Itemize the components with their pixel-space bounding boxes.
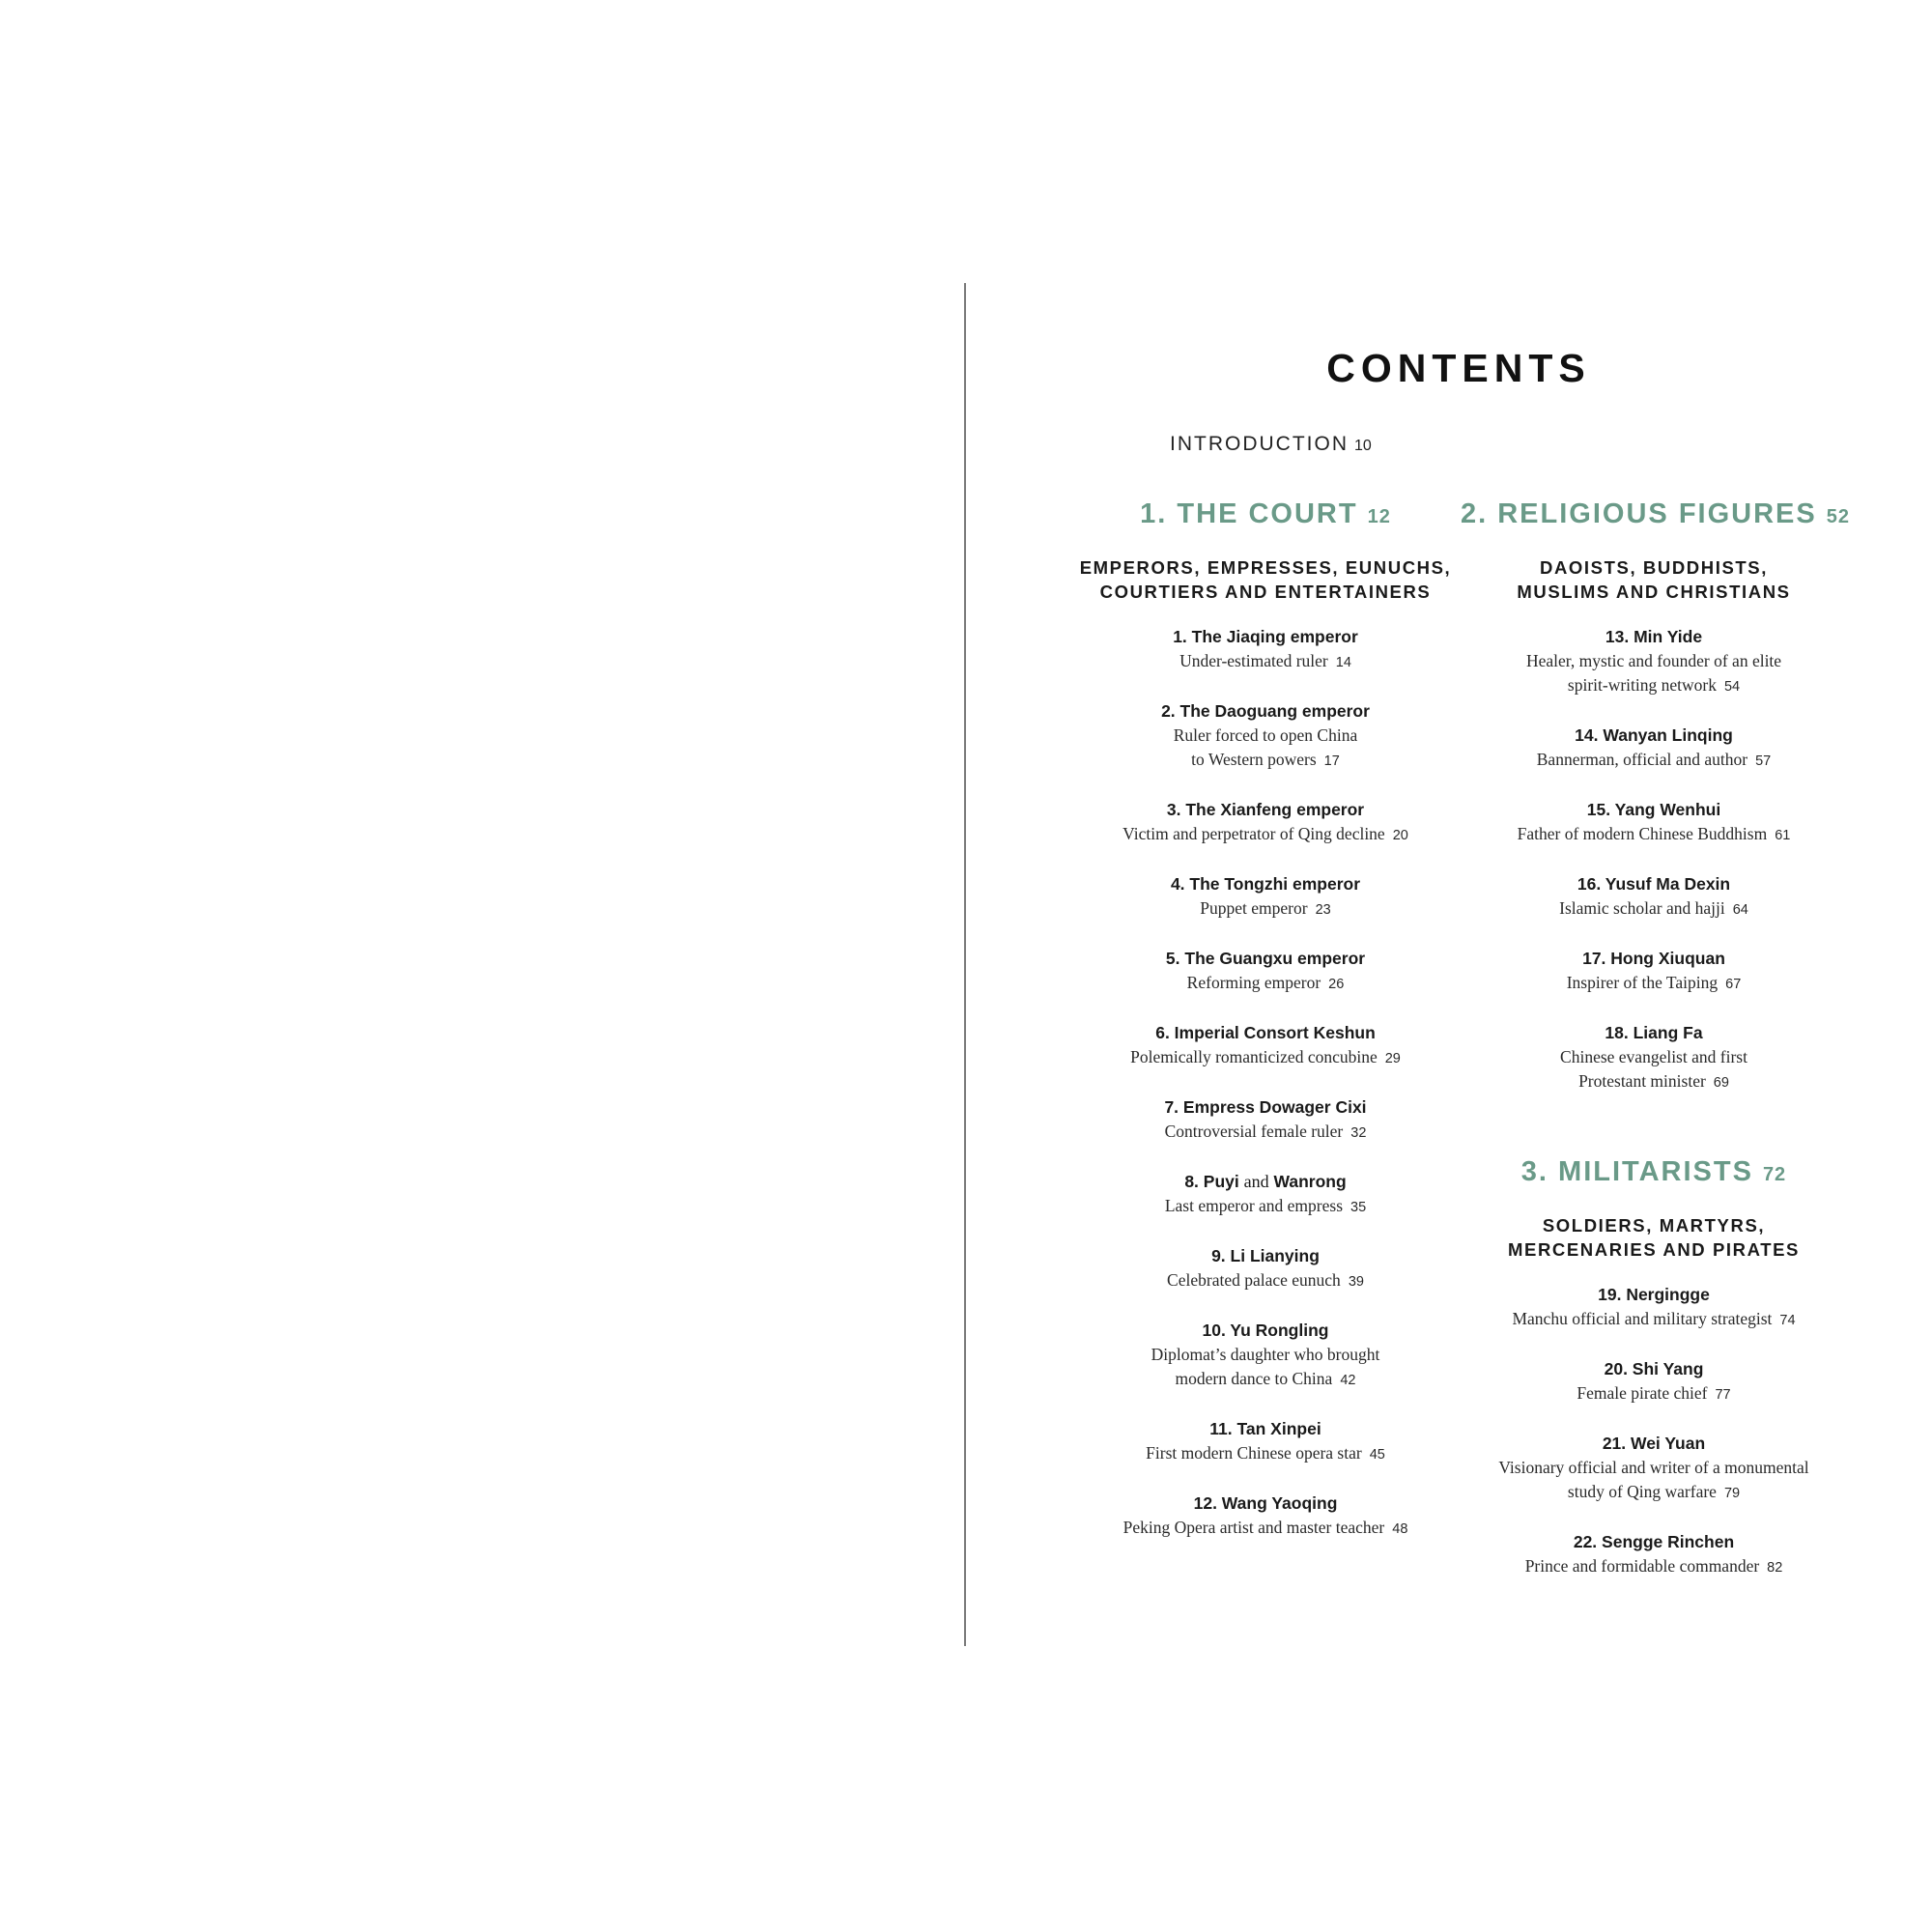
- entry-description: Bannerman, official and author 57: [1536, 750, 1772, 769]
- section-title: 1. THE COURT: [1140, 498, 1358, 529]
- entry-description: Father of modern Chinese Buddhism 61: [1517, 824, 1791, 843]
- toc-entry[interactable]: [1461, 947, 1847, 997]
- entry-page-number: 64: [1732, 902, 1748, 918]
- entry-page-number: 45: [1369, 1447, 1385, 1463]
- entry-description: Female pirate chief 77: [1577, 1383, 1731, 1403]
- entry-description: First modern Chinese opera star 45: [1146, 1443, 1385, 1463]
- entry-description: Islamic scholar and hajji 64: [1559, 898, 1748, 918]
- section-title: 2. RELIGIOUS FIGURES: [1461, 498, 1817, 529]
- section-page-number: 72: [1762, 1164, 1787, 1185]
- entry-page-number: 35: [1350, 1200, 1367, 1215]
- entry-title: 18. Liang Fa: [1605, 1023, 1703, 1042]
- entry-page-number: 57: [1755, 753, 1772, 769]
- entry-title: 6. Imperial Consort Keshun: [1155, 1023, 1376, 1042]
- entry-title: 20. Shi Yang: [1604, 1359, 1704, 1378]
- subtitle-line: MERCENARIES AND PIRATES: [1508, 1239, 1800, 1260]
- subtitle-line: DAOISTS, BUDDHISTS,: [1540, 557, 1768, 578]
- entry-description: Reforming emperor 26: [1186, 973, 1345, 992]
- toc-entry[interactable]: [1072, 872, 1459, 923]
- entry-page-number: 42: [1340, 1373, 1356, 1388]
- entry-page-number: 77: [1715, 1387, 1731, 1403]
- entry-description: Ruler forced to open China to Western powers 17: [1173, 725, 1358, 769]
- toc-entry[interactable]: [1461, 724, 1847, 774]
- entry-title: 19. Nergingge: [1598, 1285, 1710, 1304]
- entry-page-number: 54: [1723, 679, 1741, 695]
- entry-description: Puppet emperor 23: [1200, 898, 1331, 918]
- entry-page-number: 79: [1723, 1486, 1741, 1501]
- section-subtitle: [1072, 555, 1459, 604]
- toc-entry[interactable]: [1461, 1021, 1847, 1095]
- entry-description: Peking Opera artist and master teacher 48: [1122, 1518, 1408, 1537]
- toc-entry[interactable]: [1072, 699, 1459, 774]
- entry-description: Inspirer of the Taiping 67: [1566, 973, 1742, 992]
- entry-page-number: 26: [1328, 977, 1345, 992]
- entry-page-number: 74: [1779, 1313, 1796, 1328]
- toc-entry[interactable]: [1072, 1170, 1459, 1220]
- entry-page-number: 17: [1323, 753, 1340, 769]
- entry-title: 16. Yusuf Ma Dexin: [1577, 874, 1731, 894]
- entry-title: 5. The Guangxu emperor: [1165, 949, 1366, 968]
- toc-entry[interactable]: [1072, 625, 1459, 675]
- entry-title: 15. Yang Wenhui: [1586, 800, 1721, 819]
- entry-page-number: 32: [1350, 1125, 1367, 1141]
- entry-page-number: 23: [1315, 902, 1331, 918]
- entry-title: 22. Sengge Rinchen: [1573, 1532, 1735, 1551]
- entry-title: 8. Puyi and Wanrong: [1184, 1172, 1347, 1191]
- subtitle-line: SOLDIERS, MARTYRS,: [1542, 1215, 1766, 1236]
- section-page-number: 52: [1826, 506, 1850, 527]
- entry-description: Victim and perpetrator of Qing decline 20: [1122, 824, 1408, 843]
- entry-description: Under-estimated ruler 14: [1179, 651, 1351, 670]
- toc-entry[interactable]: [1072, 947, 1459, 997]
- toc-entry[interactable]: [1461, 1530, 1847, 1580]
- toc-entry[interactable]: [1461, 1432, 1847, 1506]
- entry-description: Prince and formidable commander 82: [1524, 1556, 1783, 1576]
- entry-title: 12. Wang Yaoqing: [1193, 1493, 1338, 1513]
- toc-entry[interactable]: [1461, 1283, 1847, 1333]
- entry-title: 17. Hong Xiuquan: [1582, 949, 1725, 968]
- entry-description: Healer, mystic and founder of an elite spirit-writing network 54: [1525, 651, 1782, 695]
- section-page-number: 12: [1367, 506, 1391, 527]
- entry-description: Diplomat’s daughter who brought modern dance to China 42: [1151, 1345, 1380, 1388]
- toc-entry[interactable]: [1461, 1357, 1847, 1407]
- subtitle-line: COURTIERS AND ENTERTAINERS: [1099, 582, 1432, 602]
- entry-page-number: 61: [1775, 828, 1791, 843]
- toc-introduction[interactable]: [1170, 433, 1372, 456]
- toc-entry[interactable]: [1072, 1319, 1459, 1393]
- entry-title: 9. Li Lianying: [1211, 1246, 1320, 1265]
- entry-page-number: 48: [1392, 1521, 1408, 1537]
- entry-description: Polemically romanticized concubine 29: [1130, 1047, 1401, 1066]
- entry-description: Last emperor and empress 35: [1164, 1196, 1367, 1215]
- entry-title: 4. The Tongzhi emperor: [1170, 874, 1361, 894]
- toc-column-right: [1461, 495, 1850, 1605]
- entry-title: 1. The Jiaqing emperor: [1173, 627, 1358, 646]
- section-heading-court[interactable]: [1072, 495, 1459, 536]
- page-gutter-divider: [964, 283, 966, 1646]
- entry-title: 2. The Daoguang emperor: [1161, 701, 1370, 721]
- toc-entry[interactable]: [1072, 1417, 1459, 1467]
- entry-description: Controversial female ruler 32: [1164, 1122, 1367, 1141]
- toc-column-left: [1072, 495, 1459, 1566]
- section-title: 3. MILITARISTS: [1520, 1156, 1753, 1187]
- entry-title: 21. Wei Yuan: [1602, 1434, 1706, 1453]
- entry-page-number: 69: [1713, 1075, 1729, 1091]
- toc-entry[interactable]: [1072, 1244, 1459, 1294]
- toc-entry[interactable]: [1072, 1095, 1459, 1146]
- section-subtitle: [1461, 555, 1847, 604]
- toc-entry[interactable]: [1072, 798, 1459, 848]
- entry-title: 7. Empress Dowager Cixi: [1164, 1097, 1367, 1117]
- page-title: CONTENTS: [1326, 346, 1591, 390]
- entry-description: Chinese evangelist and first Protestant minister 69: [1560, 1047, 1747, 1091]
- toc-entry[interactable]: [1072, 1021, 1459, 1071]
- section-spacer: [1461, 1120, 1847, 1152]
- subtitle-line: EMPERORS, EMPRESSES, EUNUCHS,: [1079, 557, 1452, 578]
- entry-page-number: 29: [1384, 1051, 1401, 1066]
- entry-title: 3. The Xianfeng emperor: [1166, 800, 1365, 819]
- entry-page-number: 82: [1767, 1560, 1783, 1576]
- toc-entry[interactable]: [1461, 625, 1847, 699]
- section-heading-militarists[interactable]: [1461, 1152, 1847, 1194]
- entry-page-number: 67: [1725, 977, 1742, 992]
- section-heading-religious-figures[interactable]: [1461, 495, 1850, 536]
- entry-page-number: 14: [1335, 655, 1351, 670]
- toc-entry[interactable]: [1461, 872, 1847, 923]
- entry-title: 11. Tan Xinpei: [1209, 1419, 1321, 1438]
- subtitle-line: MUSLIMS AND CHRISTIANS: [1517, 582, 1791, 602]
- entry-title: 14. Wanyan Linqing: [1575, 725, 1733, 745]
- entry-description: Manchu official and military strategist 74: [1512, 1309, 1796, 1328]
- introduction-label: INTRODUCTION: [1170, 433, 1349, 455]
- toc-entry[interactable]: [1461, 798, 1847, 848]
- entry-title: 10. Yu Rongling: [1202, 1321, 1329, 1340]
- entry-page-number: 39: [1348, 1274, 1364, 1290]
- section-subtitle: [1461, 1213, 1847, 1262]
- entry-page-number: 20: [1392, 828, 1408, 843]
- introduction-page-number: 10: [1354, 438, 1372, 454]
- entry-description: Visionary official and writer of a monumental study of Qing warfare 79: [1498, 1458, 1809, 1501]
- toc-entry[interactable]: [1072, 1492, 1459, 1542]
- entry-title: 13. Min Yide: [1605, 627, 1703, 646]
- entry-description: Celebrated palace eunuch 39: [1167, 1270, 1364, 1290]
